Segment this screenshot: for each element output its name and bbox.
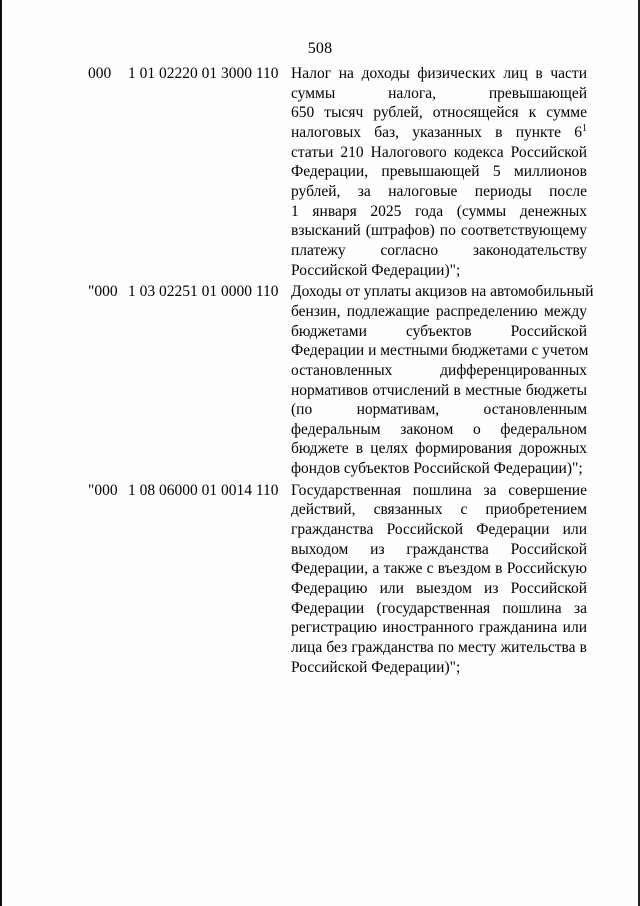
description-line: федеральным законом о федеральном — [291, 420, 587, 438]
description-line: бюджетами субъектов Российской — [291, 322, 587, 340]
description-cell — [291, 282, 594, 479]
description-line: действий, связанных с приобретением — [291, 501, 587, 519]
admin-code: "000 — [88, 283, 118, 301]
admin-code: "000 — [88, 481, 118, 499]
description-line: регистрацию иностранного гражданина или — [291, 619, 587, 637]
description-cell — [291, 64, 587, 280]
kbk-code: 1 03 02251 01 0000 110 — [128, 283, 279, 301]
description-line: гражданства Российской Федерации или — [291, 521, 587, 539]
description-line: статьи 210 Налогового кодекса Российской — [291, 143, 587, 161]
description-line-text: налоговых баз, указанных в пункте 6 — [291, 123, 582, 141]
description-line: Федерации, превышающей 5 миллионов — [291, 163, 587, 181]
description-line: Государственная пошлина за совершение — [291, 481, 587, 499]
description-line: бюджете в целях формирования дорожных — [291, 440, 587, 458]
description-line: Налог на доходы физических лиц в части — [291, 65, 587, 82]
code-cell — [88, 282, 291, 302]
description-line: бензин, подлежащие распределению между — [291, 302, 587, 320]
description-line: Федерации (государственная пошлина за — [291, 599, 587, 617]
description-line: суммы налога, превышающей — [291, 84, 587, 102]
description-line: нормативов отчислений в местные бюджеты — [291, 381, 587, 399]
code-cell — [88, 481, 291, 501]
budget-code-table — [88, 64, 594, 679]
description-line: выходом из гражданства Российской — [291, 540, 587, 558]
description-line: Доходы от уплаты акцизов на автомобильный — [291, 283, 594, 301]
page-number: 508 — [307, 40, 333, 57]
description-line: Федерацию или выездом из Российской — [291, 580, 587, 598]
code-cell — [88, 64, 291, 84]
description-line: рублей, за налоговые периоды после — [291, 182, 587, 200]
footnote-mark: 1 — [582, 122, 587, 134]
description-line: остановленных дифференцированных — [291, 361, 587, 379]
description-line: платежу согласно законодательству — [291, 241, 587, 259]
description-line: взысканий (штрафов) по соответствующему — [291, 222, 587, 240]
description-line: фондов субъектов Российской Федерации)"; — [291, 460, 583, 478]
kbk-code: 1 08 06000 01 0014 110 — [128, 481, 279, 499]
description-line: (по нормативам, остановленным — [291, 401, 587, 419]
table-row — [88, 282, 594, 479]
description-line — [291, 123, 587, 143]
description-line: Федерации, а также с въездом в Российскую — [291, 560, 587, 578]
description-line: лица без гражданства по месту жительства в — [291, 639, 587, 657]
admin-code: 000 — [88, 65, 112, 82]
description-cell — [291, 481, 587, 678]
description-line: 650 тысяч рублей, относящейся к сумме — [291, 104, 587, 122]
description-line: Федерации и местными бюджетами с учетом — [291, 342, 589, 360]
table-row — [88, 481, 588, 678]
description-line: Российской Федерации)"; — [291, 658, 461, 676]
table-row — [88, 64, 588, 280]
kbk-code: 1 01 02220 01 3000 110 — [128, 65, 279, 82]
description-line: Российской Федерации)"; — [291, 261, 461, 279]
description-line: 1 января 2025 года (суммы денежных — [291, 202, 587, 220]
